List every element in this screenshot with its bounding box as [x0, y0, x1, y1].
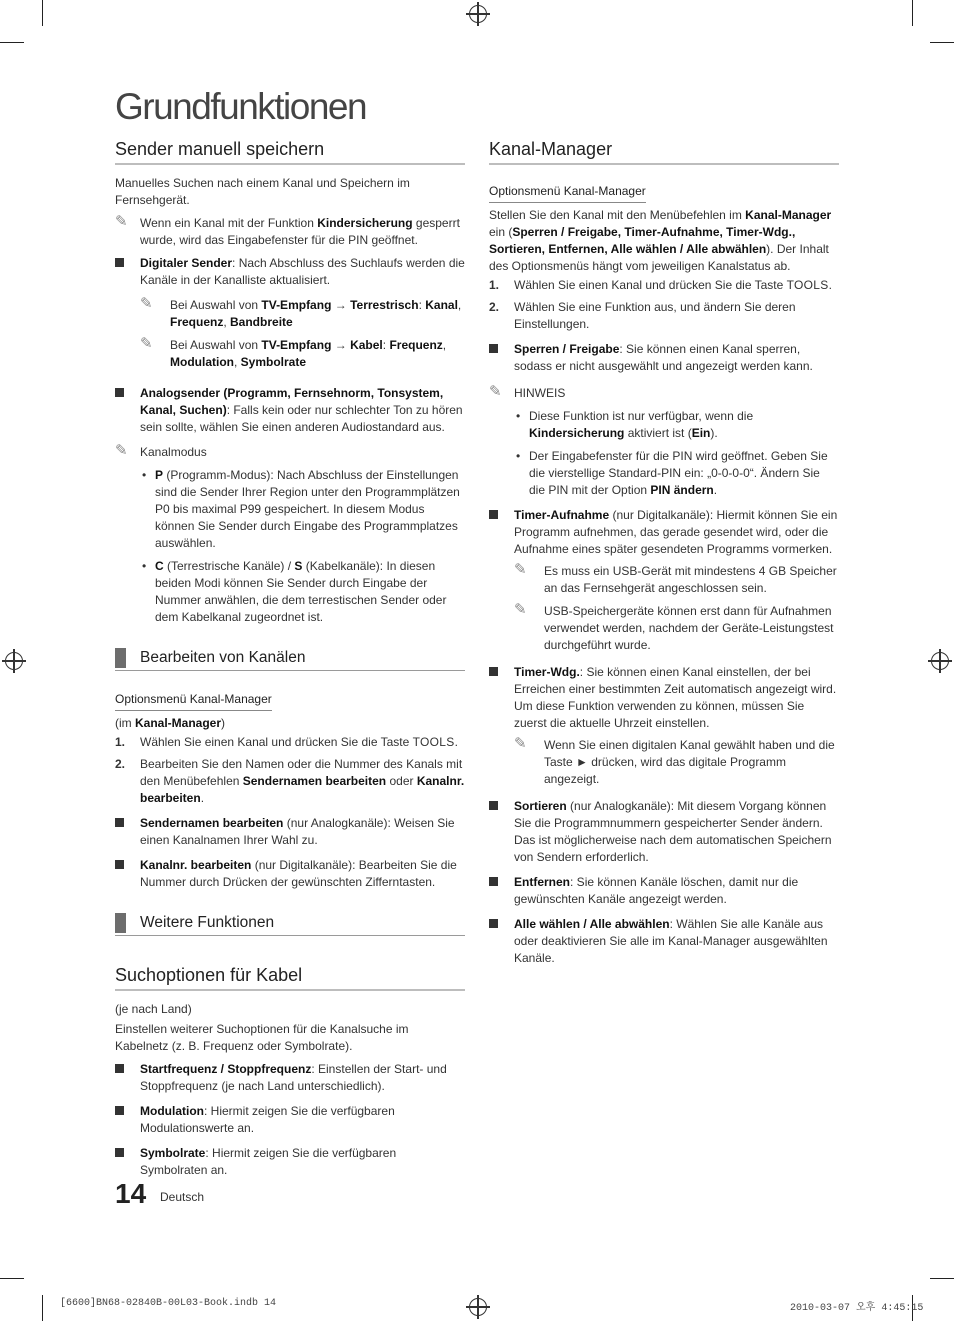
dot-bullet-icon: • [516, 409, 521, 423]
sender-intro: Manuelles Suchen nach einem Kanal und Speichern im Fernsehgerät. [115, 176, 410, 207]
crop-mark [42, 0, 43, 26]
context-note: (im Kanal-Manager) [115, 716, 226, 730]
pencil-note-icon: ✎ [489, 383, 502, 400]
bullet-startfrequenz: Startfrequenz / Stoppfrequenz: Einstellen der Start- und Stoppfrequenz (je nach Land unterschiedlich). [115, 1061, 465, 1095]
square-bullet-icon [115, 818, 124, 827]
bullet-kanalnr: Kanalnr. bearbeiten (nur Digitalkanäle): Bearbeiten Sie die Nummer durch Drücken der gewünschten Zifferntasten. [115, 857, 465, 891]
dot-bullet-icon: • [516, 449, 521, 463]
square-bullet-icon [115, 860, 124, 869]
square-bullet-icon [115, 1148, 124, 1157]
section-heading-bearbeiten: Bearbeiten von Kanälen [115, 646, 465, 671]
bullet-digitaler-sender: Digitaler Sender: Nach Abschluss des Suchlaufs werden die Kanäle in der Kanalliste aktualisiert. [115, 255, 465, 289]
section-heading-weitere: Weitere Funktionen [115, 911, 465, 936]
bullet-sendernamen: Sendernamen bearbeiten (nur Analogkanäle): Weisen Sie einen Kanalnamen Ihrer Wahl zu. [115, 815, 465, 849]
square-bullet-icon [115, 388, 124, 397]
page-title: Grundfunktionen [115, 86, 367, 127]
note-terrestrisch: ✎ Bei Auswahl von TV-Empfang → Terrestrisch: Kanal, Frequenz, Bandbreite [140, 295, 462, 329]
pencil-note-icon: ✎ [115, 213, 128, 230]
pencil-note-icon: ✎ [115, 442, 128, 459]
section-heading-kanal-manager: Kanal-Manager [489, 138, 839, 165]
list-item-c-s-modus: • C (Terrestrische Kanäle) / S (Kabelkanäle): In diesen beiden Modi können Sie Sender durch Eingabe der Nummer anwählen, die dem terrestischen Sender oder dem Kabelkanal zugeordnet ist. [142, 559, 447, 624]
registration-mark-icon [469, 5, 487, 23]
bullet-analogsender: Analogsender (Programm, Fernsehnorm, Tonsystem, Kanal, Suchen): Falls kein oder nur schlechter Ton zu hören sein sollte, wählen Sie einen anderen Audiostandard aus. [115, 385, 465, 436]
bullet-entfernen: Entfernen: Sie können Kanäle löschen, damit nur die gewünschten Kanäle angezeigt werden. [489, 874, 839, 908]
note-usb-speicher: ✎ USB-Speichergeräte können erst dann für Aufnahmen verwendet werden, nachdem der Geräte-Leistungstest durchgeführt wurde. [514, 601, 834, 652]
bullet-sortieren: Sortieren (nur Analogkanäle): Mit diesem Vorgang können Sie die Programmnummern gespeicherter Sender ändern. Das ist möglicherweise nach dem automatischen Speichern von Sendern erforderlich. [489, 798, 839, 866]
hinweis-item-1: • Diese Funktion ist nur verfügbar, wenn die Kindersicherung aktiviert ist (Ein). [516, 409, 754, 440]
bullet-alle-waehlen: Alle wählen / Alle abwählen: Wählen Sie alle Kanäle aus oder deaktivieren Sie alle im Kanal-Manager ausgewählten Kanäle. [489, 916, 839, 967]
bullet-symbolrate: Symbolrate: Hiermit zeigen Sie die verfügbaren Symbolraten an. [115, 1145, 465, 1179]
note-kanalmodus: ✎ Kanalmodus [115, 442, 207, 459]
note-kindersicherung: ✎ Wenn ein Kanal mit der Funktion Kindersicherung gesperrt wurde, wird das Eingabefenster für die PIN geöffnet. [115, 213, 460, 247]
bullet-modulation: Modulation: Hiermit zeigen Sie die verfügbaren Modulationswerte an. [115, 1103, 465, 1137]
crop-mark [0, 1278, 24, 1279]
dot-bullet-icon: • [142, 468, 147, 482]
left-column [115, 138, 465, 1187]
step-2: 2. Wählen Sie eine Funktion aus, und ändern Sie deren Einstellungen. [489, 300, 796, 331]
registration-mark-icon [931, 652, 949, 670]
crop-mark [42, 1295, 43, 1321]
square-bullet-icon [489, 877, 498, 886]
square-bullet-icon [115, 258, 124, 267]
heading-bar-icon [115, 648, 126, 668]
crop-mark [0, 42, 24, 43]
menu-path: Optionsmenü Kanal-Manager [489, 183, 646, 203]
step-1: 1. Wählen Sie einen Kanal und drücken Sie die Taste TOOLS. [115, 735, 458, 749]
dot-bullet-icon: • [142, 559, 147, 573]
note-usb-geraet: ✎ Es muss ein USB-Gerät mit mindestens 4 GB Speicher an das Fernsehgerät angeschlossen sein. [514, 561, 837, 595]
square-bullet-icon [489, 510, 498, 519]
square-bullet-icon [489, 801, 498, 810]
crop-mark [930, 42, 954, 43]
heading-bar-icon [115, 913, 126, 933]
page-language: Deutsch [160, 1190, 205, 1204]
step-2: 2. Bearbeiten Sie den Namen oder die Nummer des Kanals mit den Menübefehlen Sendernamen bearbeiten oder Kanalnr. bearbeiten. [115, 757, 465, 805]
note-kabel: ✎ Bei Auswahl von TV-Empfang → Kabel: Frequenz, Modulation, Symbolrate [140, 335, 447, 369]
hinweis-item-2: • Der Eingabefenster für die PIN wird geöffnet. Geben Sie die vierstellige Standard-PIN ein: „0-0-0-0“. Ändern Sie die PIN mit der Option PIN ändern. [516, 449, 828, 497]
section-heading-sender: Sender manuell speichern [115, 138, 465, 165]
bullet-timer-aufnahme: Timer-Aufnahme (nur Digitalkanäle): Hiermit können Sie ein Programm aufnehmen, das gerade gesendet wird, oder die Aufnahme eines später gesendeten Programms vormerken. [489, 507, 839, 558]
note-hinweis: ✎ HINWEIS [489, 383, 566, 400]
list-item-p-modus: • P (Programm-Modus): Nach Abschluss der Einstellungen sind die Sender Ihrer Region unter den Programmplätzen P0 bis maximal P99 gespeichert. In diesem Modus können Sie Sender durch Eingabe des Programmplatzes auswählen. [142, 468, 460, 550]
section-heading-suchoptionen: Suchoptionen für Kabel [115, 964, 465, 991]
pencil-note-icon: ✎ [140, 335, 153, 352]
kanal-manager-intro: Stellen Sie den Kanal mit den Menübefehlen im Kanal-Manager ein (Sperren / Freigabe, Timer-Aufnahme, Timer-Wdg., Sortieren, Entfernen, Alle wählen / Alle abwählen). Der Inhalt des Optionsmenüs hängt vom jeweiligen Kanalstatus ab. [489, 208, 832, 273]
registration-mark-icon [469, 1298, 487, 1316]
pencil-note-icon: ✎ [514, 735, 527, 752]
crop-mark [930, 1278, 954, 1279]
square-bullet-icon [115, 1106, 124, 1115]
crop-mark [912, 0, 913, 26]
suchoptionen-intro: Einstellen weiterer Suchoptionen für die Kanalsuche im Kabelnetz (z. B. Frequenz oder Symbolrate). [115, 1022, 409, 1053]
square-bullet-icon [489, 667, 498, 676]
step-1: 1. Wählen Sie einen Kanal und drücken Sie die Taste TOOLS. [489, 278, 832, 292]
square-bullet-icon [115, 1064, 124, 1073]
bullet-sperren: Sperren / Freigabe: Sie können einen Kanal sperren, sodass er nicht ausgewählt und angezeigt werden kann. [489, 341, 839, 375]
registration-mark-icon [5, 652, 23, 670]
pencil-note-icon: ✎ [514, 601, 527, 618]
bullet-timer-wdg: Timer-Wdg.: Sie können einen Kanal einstellen, der bei Erreichen einer bestimmten Zeit automatisch angezeigt wird. Um diese Funktion verwenden zu können, müssen Sie zuerst die aktuelle Uhrzeit einstellen. [489, 664, 839, 732]
context-note: (je nach Land) [115, 1002, 192, 1016]
menu-path: Optionsmenü Kanal-Manager [115, 691, 272, 711]
page-number: 14 [115, 1178, 147, 1209]
square-bullet-icon [489, 344, 498, 353]
pencil-note-icon: ✎ [514, 561, 527, 578]
pencil-note-icon: ✎ [140, 295, 153, 312]
square-bullet-icon [489, 919, 498, 928]
note-digitaler-kanal: ✎ Wenn Sie einen digitalen Kanal gewählt haben und die Taste ► drücken, wird das digitale Programm angezeigt. [514, 735, 835, 786]
print-slug-date: 2010-03-07 오후 4:45:15 [790, 1303, 924, 1314]
print-slug-file: [6600]BN68-02840B-00L03-Book.indb 14 [60, 1298, 277, 1309]
right-column [489, 138, 839, 975]
